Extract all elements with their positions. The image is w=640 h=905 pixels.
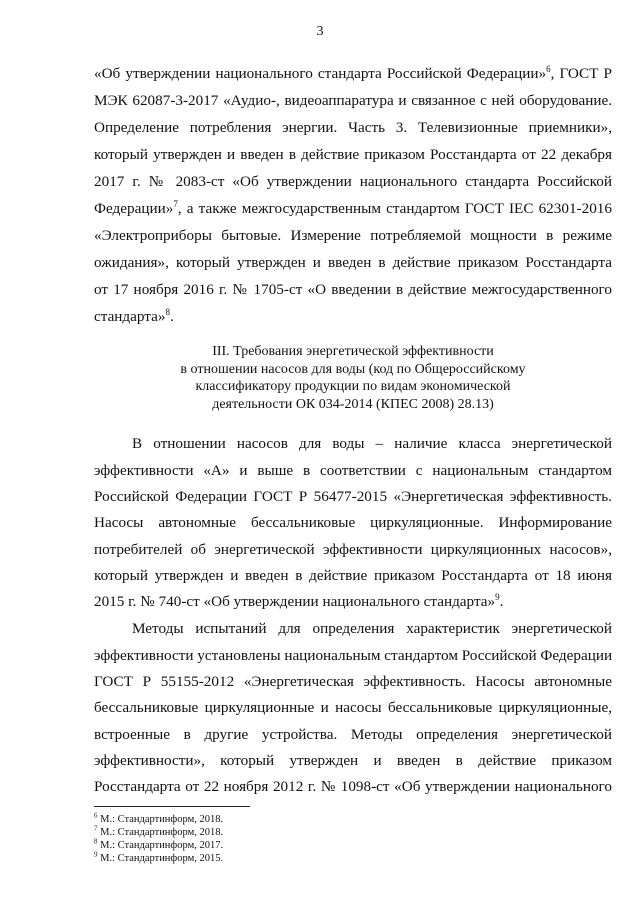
text-line: эффективности «А» и выше в соответствии с национальным стандартом — [94, 462, 612, 479]
text-line: встроенные в другие устройства. Методы определения энергетической — [94, 726, 612, 743]
text-line: который утвержден и введен в действие приказом Росстандарта от 18 июня — [94, 567, 612, 584]
text-line: стандарта»$^8$. — [94, 306, 174, 325]
text-line: В отношении насосов для воды – наличие класса энергетической — [132, 435, 612, 452]
text-line: Определение потребления энергии. Часть 3. Телевизионные приемники», — [94, 119, 612, 136]
text-line: Росстандарта от 22 ноября 2012 г. № 1098-ст «Об утверждении национального — [94, 778, 612, 795]
heading-line: деятельности ОК 034-2014 (КПЕС 2008) 28.13) — [212, 396, 494, 412]
page-number: 3 — [316, 24, 324, 39]
footnote-ref: 7 — [173, 198, 178, 209]
footnote: $^6$ М.: Стандартинформ, 2018. — [94, 811, 224, 825]
footnote: $^8$ М.: Стандартинформ, 2017. — [94, 837, 224, 851]
text-line: который утвержден и введен в действие приказом Росстандарта от 22 декабря — [94, 146, 612, 163]
text-line: Российской Федерации ГОСТ Р 56477-2015 «Энергетическая эффективность. — [94, 488, 612, 505]
footnote-separator — [94, 806, 250, 807]
text-line: ГОСТ Р 55155-2012 «Энергетическая эффективность. Насосы автономные — [94, 673, 612, 690]
footnote-ref: 9 — [495, 591, 500, 602]
text-line: ожидания», который утвержден и введен в действие приказом Росстандарта — [94, 254, 612, 271]
text-line: 2015 г. № 740-ст «Об утверждении национального стандарта»$^9$. — [94, 591, 504, 610]
text-line: потребителей об энергетической эффективности циркуляционных насосов», — [94, 541, 612, 558]
text-line: «Электроприборы бытовые. Измерение потребляемой мощности в режиме — [94, 227, 612, 244]
heading-line: классификатору продукции по видам экономической — [195, 379, 511, 394]
footnote: $^9$ М.: Стандартинформ, 2015. — [94, 850, 224, 864]
text-line: Насосы автономные бессальниковые циркуляционные. Информирование — [94, 514, 612, 531]
text-line: эффективности», который утвержден и введен в действие приказом — [94, 752, 612, 769]
text-line: Федерации»$^7$, а также межгосударственным стандартом ГОСТ IEC 62301-2016 — [94, 198, 612, 217]
text-line: от 17 ноября 2016 г. № 1705-ст «О введении в действие межгосударственного — [94, 281, 612, 298]
text-line: МЭК 62087-3-2017 «Аудио-, видеоаппаратура и связанное с ней оборудование. — [94, 92, 612, 109]
text-line: 2017 г. № 2083-ст «Об утверждении национального стандарта Российской — [94, 173, 612, 190]
footnote-ref: 6 — [546, 63, 551, 74]
text-line: бессальниковые циркуляционные и насосы бессальниковые циркуляционные, — [94, 699, 612, 716]
section-heading — [94, 343, 612, 413]
footnote: $^7$ М.: Стандартинформ, 2018. — [94, 824, 224, 838]
text-line: «Об утверждении национального стандарта Российской Федерации»$^6$, ГОСТ Р — [94, 63, 612, 82]
heading-line: в отношении насосов для воды (код по Общероссийскому — [180, 361, 526, 377]
heading-line: III. Требования энергетической эффективности — [212, 344, 494, 359]
text-line: эффективности установлены национальным стандартом Российской Федерации — [94, 647, 613, 664]
text-line: Методы испытаний для определения характеристик энергетической — [132, 620, 612, 637]
footnote-ref: 8 — [165, 306, 170, 317]
